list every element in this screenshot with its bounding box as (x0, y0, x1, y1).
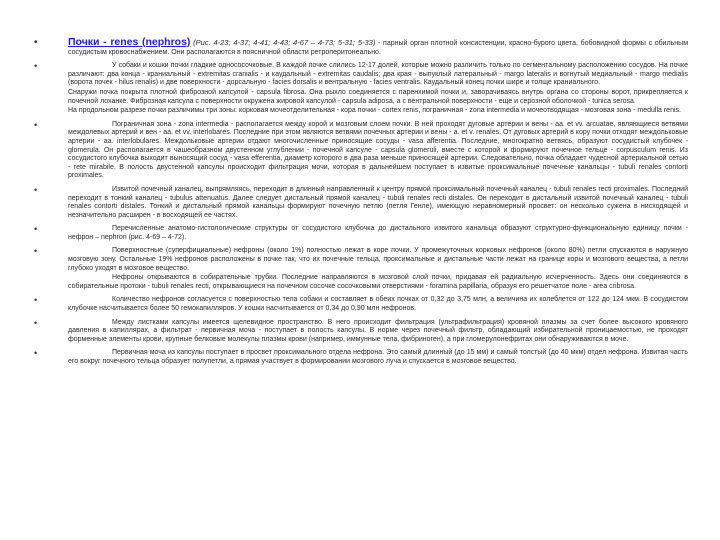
paragraph-text: Нефроны открываются в собирательные трубки. Последние направляются в мозговой слой почки, придавая ей радиальную исчерченность. Здесь они соединяются в собирательные протоки - tubuli renales recti, открывающиеся на почечном сосочке сосочковыми отверстиями - foramina papillaria, образуя его решетчатое поле - area cribrosa. (68, 274, 688, 290)
section-title-link[interactable]: Почки - renes (nephros) (68, 36, 191, 48)
paragraph-text: Между листками капсулы имеется щелевидное пространство. В него происходит фильтрация (ультрафильтрация) кровяной плазмы за счет более высокого кровяного давления в капиллярах, а фильтрат - первичная моча - поступает в полость капсулы. В норме через почечный фильтр, обладающий избирательной проницаемостью, не проходят форменные элементы крови, крупные белковые молекулы плазмы крови (например, иммунные тела, фибриноген), а при гломерулонефритах они обнаруживаются в моче. (68, 318, 688, 343)
bullet-icon: • (34, 119, 38, 130)
list-item (34, 247, 688, 291)
item-text: - парный орган плотной консистенции, красно-бурого цвета, бобовидной формы с обильным сосудистым кровоснабжением. Они располагаются в поясничной области ретроперитонеально. (68, 40, 689, 56)
list-item (34, 186, 688, 220)
list-item (34, 319, 688, 345)
figure-references: (Рис. 4-23; 4-37; 4-41; 4-43; 4-67 – 4-73; 5-31; 5-33) (193, 38, 376, 47)
list-item (34, 62, 688, 116)
list-item (34, 349, 688, 366)
paragraph-text: На продольном разрезе почки различимы три зоны: корковая мочеотделительная - кора почки - cortex renis, пограничная - zona intermedia и мочеотводящая - мозговая зона - medulla renis. (68, 107, 681, 115)
bullet-icon: • (34, 317, 38, 328)
paragraph-text: Количество нефронов согласуется с поверхностью тела собаки и составляет в обеих почках от 0,32 до 3,75 млн, а величина их колеблется от 122 до 124 мкм. В сосудистом клубочке насчитывается более 50 гемокапилляров. У кошки насчитывается от 0,34 до 0,90 млн нефронов. (68, 296, 688, 313)
list-item (34, 38, 688, 57)
paragraph-text: Снаружи почка покрыта плотной фиброзной капсулой - capsula fibrosa. Она рыхло соединяется с паренхимой почки и, заворачиваясь внутрь органа со стороны ворот, прикрепляется к почечной лоханке. Фиброзная капсула с поверхности окружена жировой капсулой - capsula adiposa, а с вентральной поверхности - еще и серозной оболочкой - tunica serosa. (68, 88, 688, 105)
paragraph-text: Перечисленные анатомо-гистологические структуры от сосудистого клубочка до дистального извитого канальца образуют структурно-функциональную единицу почки - нефрон – nephron (рис. 4-69 – 4-72). (68, 225, 688, 241)
bullet-icon: • (34, 184, 38, 195)
bullet-icon: • (34, 295, 38, 306)
paragraph-text: Пограничная зона - zona intermedia - располагается между корой и мозговым слоем почки. В ней проходят дуговые артерии и вены - aa. et vv. arcuatae, являющиеся ветвями междолевых артерий и вен - aa. et vv. interlobares. Последние при этом являются ветвями почечных артерии и вены - a. et v. renales. От дуговых артерий в кору почки отходят междольковые артерии - aa. interlobulares. Междольковые артерии отдают многочисленные приносящие сосуды - vasa afferentia. Последние, многократно ветвясь, образуют сосудистый клубочек - glomerula. Он располагается в чашеобразном двустенном углублении - почечной капсуле - capsula glomeruli, вместе с которой и формируют почечное тельце - corpusculum renis. Из сосудистого клубочка выходит выносящий сосуд - vasa efferentia, диаметр которого в два раза меньше приносящей артерии. Следовательно, почка обладает чудесной артериальной сетью - rete mirabile. В полость двустенной капсулы происходит фильтрация мочи, которая в дальнейшем поступает в извитые проксимальные почечные канальцы - tubuli renales contorti proximales. (68, 120, 688, 180)
list-item (34, 225, 688, 242)
paragraph-text: Поверхностные (суперфициальные) нефроны (около 1%) полностью лежат в коре почки. У промежуточных корковых нефронов (около 80%) петли спускаются в наружную мозговую зону. Остальные 19% нефронов расположены в почке так, что их почечные тельца, проксимальные и дистальные части лежат на границе коры и мозгового вещества, а петли глубоко уходят в мозговое вещество. (68, 247, 688, 272)
paragraph-text: У собаки и кошки почки гладкие однососочковые. В каждой почке слились 12-17 долей, которые можно различить только по сегментальному расположению сосудов. На почке различают: два конца - краниальный - extremitas cranialis - и каудальный - extremitas caudalis; два края - выпуклый латеральный - margo lateralis и вогнутый медиальный - margo medialis (ворота почек - hilus renalis) и две поверхности - дорсальную - facies dorsalis и вентральную - facies ventralis. Каудальный конец почки шире и толще краниального. (68, 62, 688, 87)
bullet-list (34, 38, 688, 367)
paragraph-text: Первичная моча из капсулы поступает в просвет проксимального отдела нефрона. Это самый длинный (до 15 мм) и самый толстый (до 40 мкм) отдел нефрона. Извитая часть его вокруг почечного тельца образует полупетли, а прямая участвует в формировании мозгового луча и спускается в мозговое вещество. (68, 349, 688, 365)
bullet-icon: • (34, 61, 38, 72)
bullet-icon: • (34, 348, 38, 359)
list-item (34, 296, 688, 313)
list-item (34, 121, 688, 181)
bullet-icon: • (34, 246, 38, 257)
paragraph-text: Извитой почечный каналец, выпрямляясь, переходит в длинный направленный к центру прямой проксимальный почечный каналец - tubuli renales recti proximales. Последний переходит в тонкий каналец - tubulus attenuatus. Далее следует дистальный прямой каналец - tubuli renales recti distales. Он переходит в дистальный извитой почечный каналец - tubuli renales contorti distales. Тонкий и дистальный прямой канальцы формируют почечную петлю (петля Генле), имеющую неравномерный просвет: он несколько сужена в нисходящей и незначительно расширен - в восходящей ее частях. (68, 185, 688, 219)
bullet-icon: • (34, 224, 38, 235)
bullet-icon: • (34, 37, 38, 48)
